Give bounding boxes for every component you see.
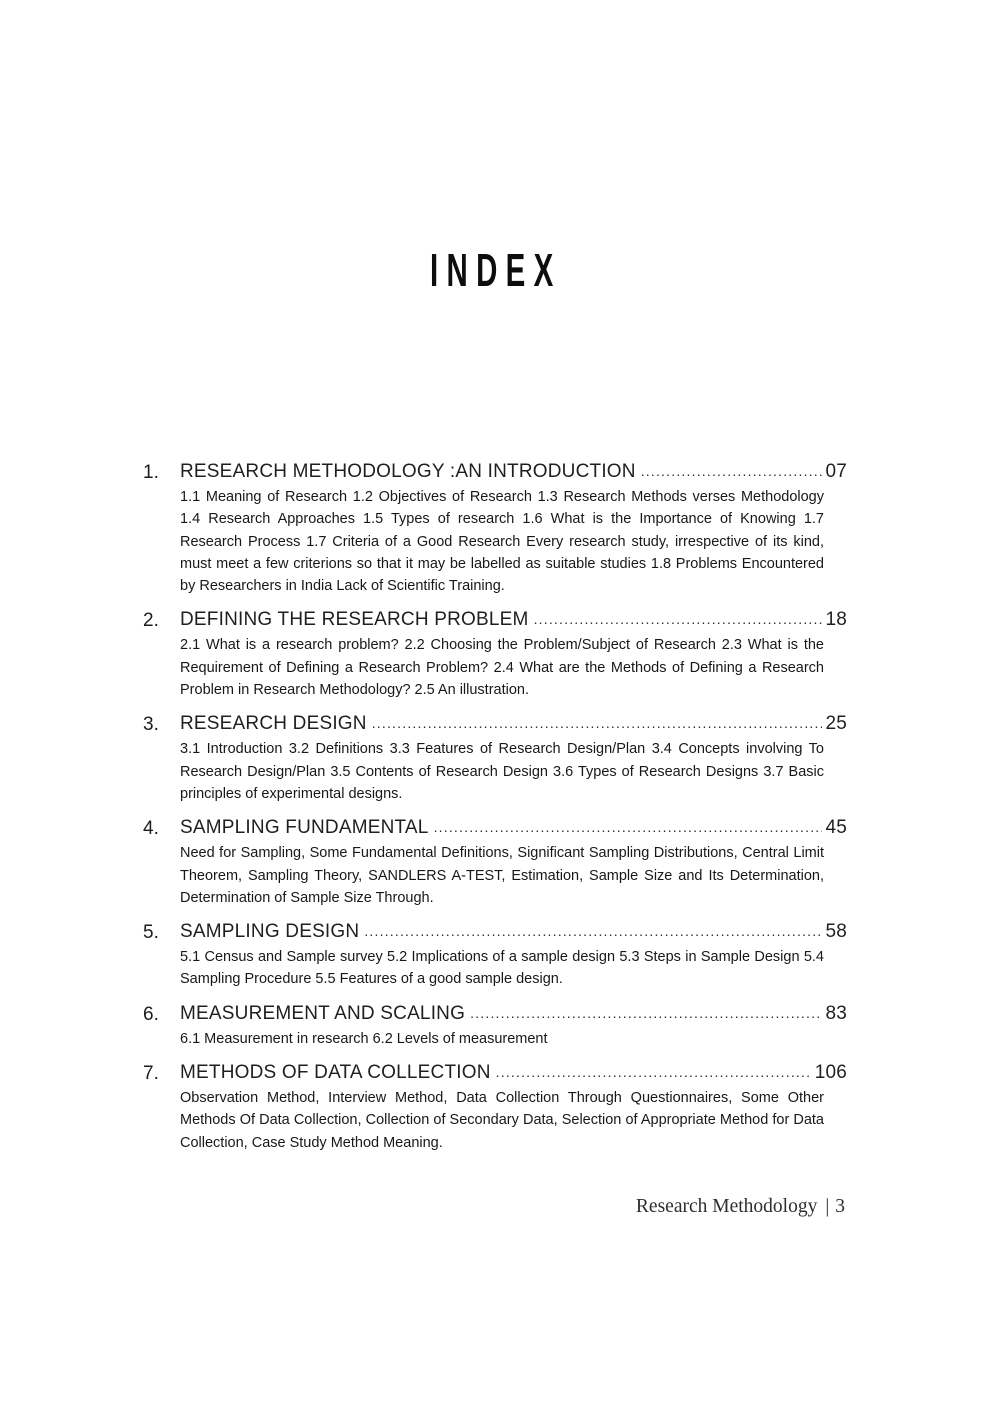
entry-headline bbox=[180, 921, 847, 943]
dot-leader bbox=[534, 608, 823, 630]
page-title-text: INDEX bbox=[430, 244, 562, 296]
dot-leader bbox=[470, 1002, 822, 1024]
entry-title: SAMPLING FUNDAMENTAL bbox=[180, 817, 429, 839]
entry-headline bbox=[180, 713, 847, 735]
entry-body bbox=[180, 713, 847, 805]
page-footer bbox=[0, 1196, 845, 1218]
entry-number: 3. bbox=[143, 714, 159, 736]
dot-leader bbox=[372, 712, 823, 734]
entry-title: RESEARCH DESIGN bbox=[180, 713, 367, 735]
entry-number: 4. bbox=[143, 818, 159, 840]
toc-entry-6 bbox=[143, 1003, 847, 1050]
entry-body bbox=[180, 609, 847, 701]
toc-entry-5 bbox=[143, 921, 847, 991]
entry-title: RESEARCH METHODOLOGY :AN INTRODUCTION bbox=[180, 461, 636, 482]
entry-title: SAMPLING DESIGN bbox=[180, 921, 360, 943]
entry-headline bbox=[180, 461, 847, 483]
toc-entry-1 bbox=[143, 461, 847, 597]
footer-page-number: 3 bbox=[835, 1196, 845, 1217]
entry-headline bbox=[180, 817, 847, 839]
entry-number: 5. bbox=[143, 922, 159, 944]
entry-number: 1. bbox=[143, 462, 159, 483]
toc-entry-2 bbox=[143, 609, 847, 701]
dot-leader bbox=[641, 460, 823, 482]
entry-description: 6.1 Measurement in research 6.2 Levels of measurement bbox=[180, 1030, 548, 1047]
entry-number: 6. bbox=[143, 1003, 159, 1025]
dot-leader bbox=[364, 920, 822, 942]
dot-leader bbox=[496, 1061, 812, 1083]
entry-body bbox=[180, 461, 847, 597]
entry-page-number: 83 bbox=[825, 1002, 847, 1024]
footer-book-title: Research Methodology bbox=[635, 1196, 818, 1217]
entry-page-number: 07 bbox=[825, 461, 847, 482]
entry-title: METHODS OF DATA COLLECTION bbox=[180, 1062, 491, 1084]
page-title bbox=[0, 243, 992, 297]
toc-entry-3 bbox=[143, 713, 847, 805]
entry-description: Observation Method, Interview Method, Data Collection Through Questionnaires, Some Other Methods Of Data Collection, Collection of Secondary Data, Selection of Appropriate Method for Data Collection, Case Study Method Meaning. bbox=[180, 1090, 824, 1151]
entry-body bbox=[180, 921, 847, 991]
entry-description: 3.1 Introduction 3.2 Definitions 3.3 Features of Research Design/Plan 3.4 Concepts involving To Research Design/Plan 3.5 Contents of Research Design 3.6 Types of Research Designs 3.7 Basic principles of experimental designs. bbox=[180, 741, 824, 802]
footer-separator: | bbox=[825, 1196, 830, 1217]
entry-page-number: 45 bbox=[825, 817, 847, 839]
entry-title: DEFINING THE RESEARCH PROBLEM bbox=[180, 609, 529, 631]
entry-number: 2. bbox=[143, 610, 159, 632]
entry-body bbox=[180, 1062, 847, 1154]
entry-page-number: 25 bbox=[825, 713, 847, 735]
entry-page-number: 18 bbox=[825, 609, 847, 631]
entry-description: 1.1 Meaning of Research 1.2 Objectives of Research 1.3 Research Methods verses Methodology 1.4 Research Approaches 1.5 Types of research 1.6 What is the Importance of Knowing 1.7 Research Process 1.7 Criteria of a Good Research Every research study, irrespective of its kind, must meet a few criterions so that it may be labelled as suitable studies 1.8 Problems Encountered by Researchers in India Lack of Scientific Training. bbox=[180, 489, 824, 595]
entry-headline bbox=[180, 609, 847, 631]
entry-description: 2.1 What is a research problem? 2.2 Choosing the Problem/Subject of Research 2.3 What is the Requirement of Defining a Research Problem? 2.4 What are the Methods of Defining a Research Problem in Research Methodology? 2.5 An illustration. bbox=[180, 637, 824, 699]
table-of-contents bbox=[143, 461, 847, 1166]
entry-body bbox=[180, 817, 847, 909]
toc-entry-7 bbox=[143, 1062, 847, 1154]
dot-leader bbox=[434, 816, 823, 838]
entry-headline bbox=[180, 1062, 847, 1084]
entry-description: Need for Sampling, Some Fundamental Definitions, Significant Sampling Distributions, Central Limit Theorem, Sampling Theory, SANDLERS A-TEST, Estimation, Sample Size and Its Determination, Determination of Sample Size Through. bbox=[180, 845, 824, 906]
entry-description: 5.1 Census and Sample survey 5.2 Implications of a sample design 5.3 Steps in Sample Design 5.4 Sampling Procedure 5.5 Features of a good sample design. bbox=[180, 949, 824, 988]
entry-headline bbox=[180, 1003, 847, 1025]
entry-page-number: 58 bbox=[825, 921, 847, 943]
entry-number: 7. bbox=[143, 1063, 159, 1085]
toc-entry-4 bbox=[143, 817, 847, 909]
entry-page-number: 106 bbox=[814, 1062, 847, 1084]
entry-body bbox=[180, 1003, 847, 1050]
entry-title: MEASUREMENT AND SCALING bbox=[180, 1002, 466, 1024]
